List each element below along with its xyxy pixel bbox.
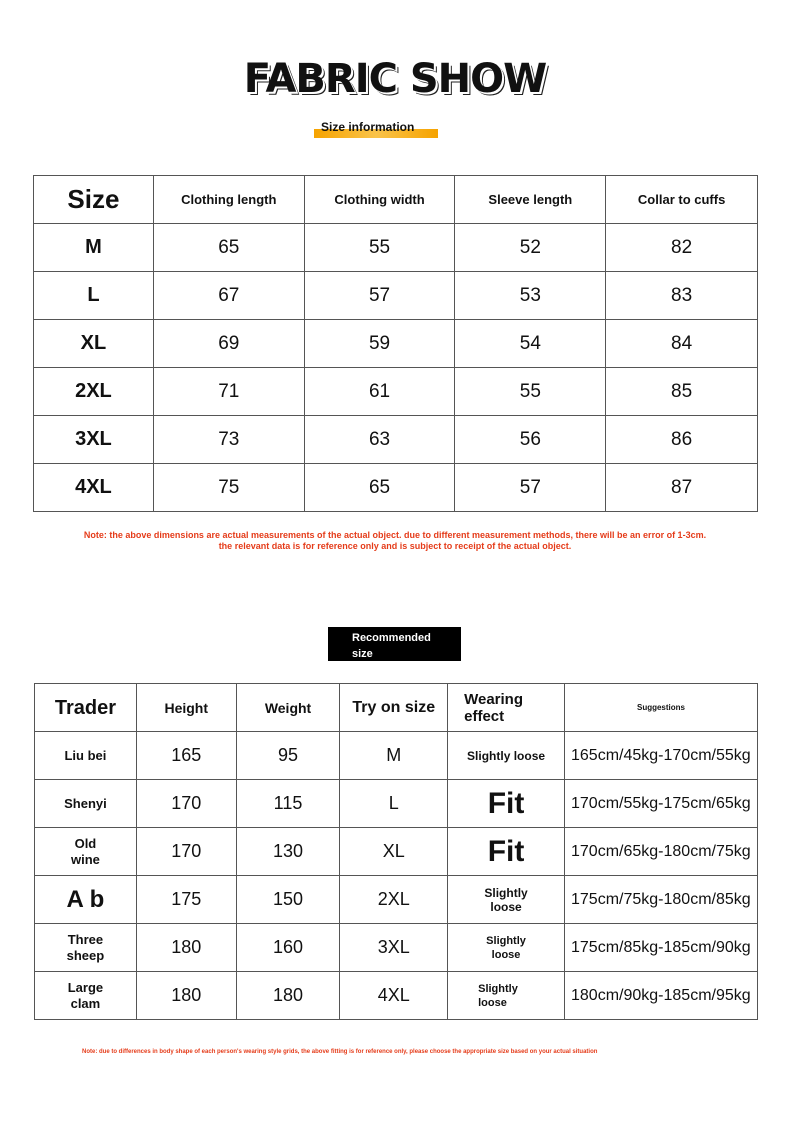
size-information-label bbox=[314, 118, 438, 140]
weight-cell: 150 bbox=[236, 876, 340, 924]
size-table-header bbox=[34, 176, 758, 224]
value-cell: 85 bbox=[606, 368, 758, 416]
size-cell: 3XL bbox=[34, 416, 154, 464]
try-on-size-cell: 4XL bbox=[340, 972, 448, 1020]
wearing-effect-cell: Fit bbox=[448, 828, 565, 876]
table-row bbox=[35, 972, 758, 1020]
value-cell: 87 bbox=[606, 464, 758, 512]
table-row bbox=[34, 368, 758, 416]
recommended-size-badge bbox=[328, 627, 461, 661]
header-wearing-effect: Wearing effect bbox=[448, 684, 565, 732]
wearing-effect-cell: Fit bbox=[448, 780, 565, 828]
suggestion-cell: 165cm/45kg-170cm/55kg bbox=[565, 732, 758, 780]
header-clothing-width: Clothing width bbox=[304, 176, 455, 224]
wearing-effect-cell bbox=[448, 924, 565, 972]
try-on-size-cell: XL bbox=[340, 828, 448, 876]
header-size: Size bbox=[34, 176, 154, 224]
trader-cell bbox=[35, 828, 137, 876]
trader-name: Three sheep bbox=[66, 931, 105, 963]
table-row bbox=[34, 320, 758, 368]
trader-cell bbox=[35, 972, 137, 1020]
value-cell: 56 bbox=[455, 416, 606, 464]
header-sleeve-length: Sleeve length bbox=[455, 176, 606, 224]
header-clothing-length: Clothing length bbox=[153, 176, 304, 224]
wearing-effect-text: Slightly loose bbox=[478, 982, 518, 1009]
try-on-size-cell: 3XL bbox=[340, 924, 448, 972]
height-cell: 170 bbox=[136, 780, 236, 828]
header-try-on-size: Try on size bbox=[340, 684, 448, 732]
height-cell: 165 bbox=[136, 732, 236, 780]
try-on-size-cell: 2XL bbox=[340, 876, 448, 924]
recommendation-table bbox=[34, 683, 758, 1020]
wearing-effect-cell: Slightly loose bbox=[448, 732, 565, 780]
trader-cell: A b bbox=[35, 876, 137, 924]
value-cell: 84 bbox=[606, 320, 758, 368]
table-row bbox=[35, 876, 758, 924]
height-cell: 180 bbox=[136, 972, 236, 1020]
page-title: FABRIC SHOW bbox=[243, 56, 547, 102]
header-collar-to-cuffs: Collar to cuffs bbox=[606, 176, 758, 224]
table-row bbox=[35, 732, 758, 780]
value-cell: 59 bbox=[304, 320, 455, 368]
table-row bbox=[34, 464, 758, 512]
measurement-note: Note: the above dimensions are actual measurements of the actual object. due to different measurement methods, there will be an error of 1-3cm. the relevant data is for reference only and is subject to receipt of the actual object. bbox=[83, 530, 707, 551]
table-row bbox=[34, 224, 758, 272]
weight-cell: 115 bbox=[236, 780, 340, 828]
weight-cell: 160 bbox=[236, 924, 340, 972]
size-cell: M bbox=[34, 224, 154, 272]
recommendation-table-header bbox=[35, 684, 758, 732]
value-cell: 69 bbox=[153, 320, 304, 368]
height-cell: 180 bbox=[136, 924, 236, 972]
suggestion-cell: 175cm/85kg-185cm/90kg bbox=[565, 924, 758, 972]
weight-cell: 180 bbox=[236, 972, 340, 1020]
value-cell: 67 bbox=[153, 272, 304, 320]
value-cell: 53 bbox=[455, 272, 606, 320]
trader-name: Large clam bbox=[67, 979, 104, 1011]
suggestion-cell: 175cm/75kg-180cm/85kg bbox=[565, 876, 758, 924]
table-row bbox=[35, 924, 758, 972]
height-cell: 175 bbox=[136, 876, 236, 924]
size-cell: L bbox=[34, 272, 154, 320]
value-cell: 57 bbox=[455, 464, 606, 512]
value-cell: 61 bbox=[304, 368, 455, 416]
trader-cell bbox=[35, 924, 137, 972]
height-cell: 170 bbox=[136, 828, 236, 876]
size-cell: 4XL bbox=[34, 464, 154, 512]
size-cell: XL bbox=[34, 320, 154, 368]
value-cell: 57 bbox=[304, 272, 455, 320]
value-cell: 63 bbox=[304, 416, 455, 464]
trader-cell: Liu bei bbox=[35, 732, 137, 780]
suggestion-cell: 170cm/55kg-175cm/65kg bbox=[565, 780, 758, 828]
size-cell: 2XL bbox=[34, 368, 154, 416]
table-row bbox=[34, 272, 758, 320]
try-on-size-cell: L bbox=[340, 780, 448, 828]
header-suggestions: Suggestions bbox=[565, 684, 758, 732]
weight-cell: 130 bbox=[236, 828, 340, 876]
header-height: Height bbox=[136, 684, 236, 732]
value-cell: 83 bbox=[606, 272, 758, 320]
wearing-effect-text: Slightly loose bbox=[486, 934, 526, 961]
value-cell: 73 bbox=[153, 416, 304, 464]
value-cell: 71 bbox=[153, 368, 304, 416]
wearing-effect-text: Slightly loose bbox=[484, 885, 528, 914]
fitting-note: Note: due to differences in body shape of each person's wearing style grids, the above fitting is for reference only, please choose the appropriate size based on your actual situation bbox=[82, 1049, 598, 1055]
value-cell: 86 bbox=[606, 416, 758, 464]
table-row bbox=[35, 828, 758, 876]
table-row bbox=[35, 780, 758, 828]
value-cell: 82 bbox=[606, 224, 758, 272]
subtitle-text: Size information bbox=[321, 120, 415, 134]
suggestion-cell: 170cm/65kg-180cm/75kg bbox=[565, 828, 758, 876]
trader-cell: Shenyi bbox=[35, 780, 137, 828]
header-trader: Trader bbox=[35, 684, 137, 732]
value-cell: 55 bbox=[455, 368, 606, 416]
try-on-size-cell: M bbox=[340, 732, 448, 780]
size-table bbox=[33, 175, 758, 512]
wearing-effect-cell bbox=[448, 876, 565, 924]
suggestion-cell: 180cm/90kg-185cm/95kg bbox=[565, 972, 758, 1020]
value-cell: 75 bbox=[153, 464, 304, 512]
table-row bbox=[34, 416, 758, 464]
wearing-effect-cell bbox=[448, 972, 565, 1020]
trader-name: Old wine bbox=[70, 835, 100, 867]
value-cell: 65 bbox=[304, 464, 455, 512]
badge-text: Recommended size bbox=[352, 632, 431, 660]
value-cell: 52 bbox=[455, 224, 606, 272]
header-weight: Weight bbox=[236, 684, 340, 732]
weight-cell: 95 bbox=[236, 732, 340, 780]
value-cell: 55 bbox=[304, 224, 455, 272]
value-cell: 65 bbox=[153, 224, 304, 272]
value-cell: 54 bbox=[455, 320, 606, 368]
